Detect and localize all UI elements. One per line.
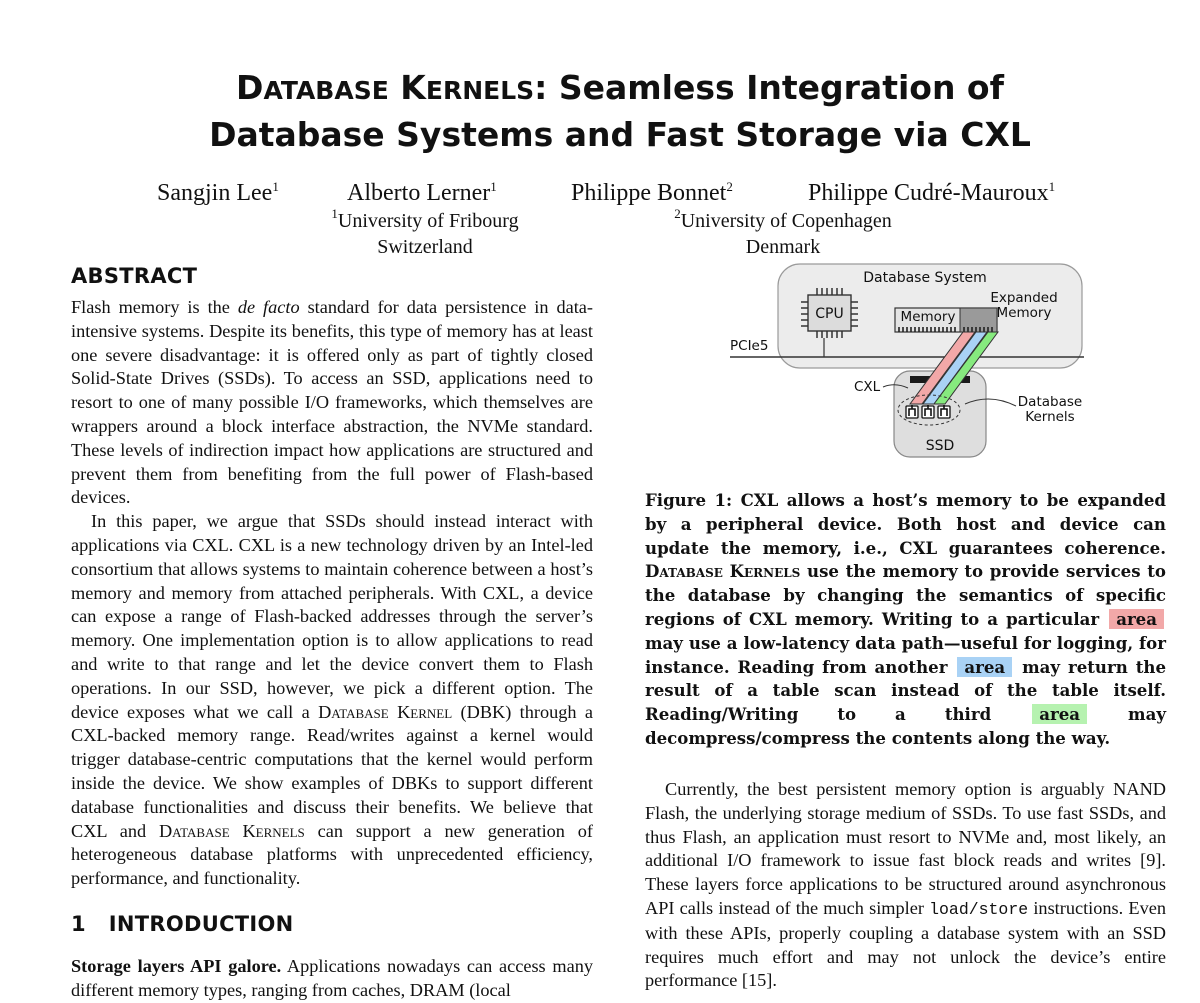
expanded-memory-label-1: Expanded: [990, 290, 1058, 306]
introduction-heading: [71, 912, 294, 936]
title-line-1: [0, 66, 1200, 113]
author-sup: 1: [1048, 179, 1056, 194]
author-name: Alberto Lerner: [347, 180, 491, 206]
author-1: [157, 172, 279, 208]
title-line-2: Database Systems and Fast Storage via CXL: [209, 115, 1031, 154]
figure-1-caption: Figure 1: CXL allows a host’s memory to be expanded by a peripheral device. Both host and device can update the memory, i.e., CXL guarantees coherence. Database Kernels use the memory to provide services to the database by changing the semantics of specific regions of CXL memory. Writing to a particular area may use a low-latency data path—useful for logging, for instance. Reading from another area may return the result of a table scan instead of the table itself. Reading/Writing to a third area may decompress/compress the contents along the way.: [645, 490, 1166, 748]
title-word2-initial: K: [400, 68, 426, 107]
section-title: INTRODUCTION: [108, 912, 294, 936]
figure-1-diagram: [720, 258, 1090, 468]
author-sup: 2: [726, 179, 733, 194]
affiliation-line: [300, 201, 550, 234]
pcie-label: PCIe5: [730, 338, 769, 354]
emphasis: de facto: [237, 297, 300, 317]
affiliation-1: [300, 201, 550, 260]
abstract-paragraph-2: In this paper, we argue that SSDs should instead interact with applications via CXL. CXL is a new technology driven by an Intel-led consortium that allows systems to maintain coherence between a host’s memory and memory from attached peripherals. With CXL, a device can expose a range of Flash-backed addresses through the server’s memory. One implementation option is to allow applications to read and write to that range and let the device convert them to Flash operations. In our SSD, however, we pick a different option. The device exposes what we call a Database Kernel (DBK) through a CXL-backed memory range. Read/writes against a kernel would trigger database-centric computations that the kernel would perform inside the device. We show examples of DBKs to support different database functionalities and discuss their benefits. We believe that CXL and Database Kernels can support a new generation of heterogeneous database platforms with unprecedented efficiency, performance, and functionality.: [71, 511, 593, 889]
ssd-label: SSD: [925, 438, 955, 454]
author-name: Philippe Bonnet: [571, 180, 727, 206]
database-kernels-label-1: Database: [1017, 394, 1083, 410]
title-word2-rest: ERNELS: [425, 76, 535, 105]
author-name: Philippe Cudré-Mauroux: [808, 180, 1049, 206]
title-word1-rest: ATABASE: [263, 76, 389, 105]
abstract-paragraph-1: Flash memory is the de facto standard for data persistence in data-intensive systems. Despite its benefits, this type of memory has at least one severe disadvantage: it is offered only as part of tightly closed Solid-State Drives (SSDs). To access an SSD, applications need to resort to one of many possible I/O frameworks, which themselves are wrappers around a block interface abstraction, the NVMe standard. These levels of indirection impact how applications are structured and prevent them from benefiting from the full power of Flash-based devices.: [71, 297, 593, 508]
database-system-label: Database System: [863, 270, 987, 286]
highlight-area-red: area: [1109, 609, 1164, 629]
abstract-heading: ABSTRACT: [71, 264, 198, 288]
affiliation-sup: 2: [674, 206, 681, 221]
affiliation-university: University of Copenhagen: [680, 210, 892, 232]
memory-label: Memory: [900, 309, 956, 325]
abstract-body: [71, 296, 593, 891]
cpu-label: CPU: [815, 306, 844, 322]
highlight-area-green: area: [1032, 704, 1087, 724]
affiliation-country: Denmark: [745, 236, 821, 258]
database-kernel-icons: [906, 405, 950, 418]
affiliation-country: Switzerland: [377, 236, 473, 258]
run-in-heading: Storage layers API galore.: [71, 956, 282, 976]
affiliation-university: University of Fribourg: [337, 210, 519, 232]
right-column-paragraph: Currently, the best persistent memory option is arguably NAND Flash, the underlying storage medium of SSDs. To use fast SSDs, and thus Flash, an application must resort to NVMe and, most likely, an additional I/O framework to issue fast block reads and writes [9]. These layers force applications to be structured around asynchronous API calls instead of the much simpler load/store instructions. Even with these APIs, properly coupling a database system with an SSD requires much effort and may not unlock the device’s entire performance [15].: [645, 779, 1166, 991]
section-number: 1: [71, 912, 86, 936]
introduction-paragraph-1: Storage layers API galore. Applications nowadays can access many different memory types, ranging from caches, DRAM (local: [71, 956, 594, 1000]
cxl-label: CXL: [854, 379, 881, 395]
affiliation-2: [648, 201, 918, 260]
affiliation-sup: 1: [331, 206, 338, 221]
author-sup: 1: [272, 179, 279, 194]
author-name: Sangjin Lee: [157, 180, 273, 206]
title-word1-initial: D: [236, 68, 264, 107]
paper-title: [0, 66, 1200, 157]
expanded-memory-label-2: Memory: [996, 305, 1052, 321]
affiliation-line: [648, 201, 918, 234]
database-kernels-label-2: Kernels: [1025, 409, 1075, 425]
right-column-body: [645, 778, 1166, 993]
introduction-body: [71, 955, 593, 1003]
inline-code: load/store: [929, 899, 1029, 919]
small-caps-term: Database Kernel: [318, 701, 453, 722]
small-caps-term: Database Kernels: [158, 820, 305, 841]
highlight-area-blue: area: [957, 657, 1012, 677]
title-line1-rest: : Seamless Integration of: [534, 68, 1004, 107]
small-caps-term: Database Kernels: [645, 561, 801, 582]
author-sup: 1: [490, 179, 497, 194]
